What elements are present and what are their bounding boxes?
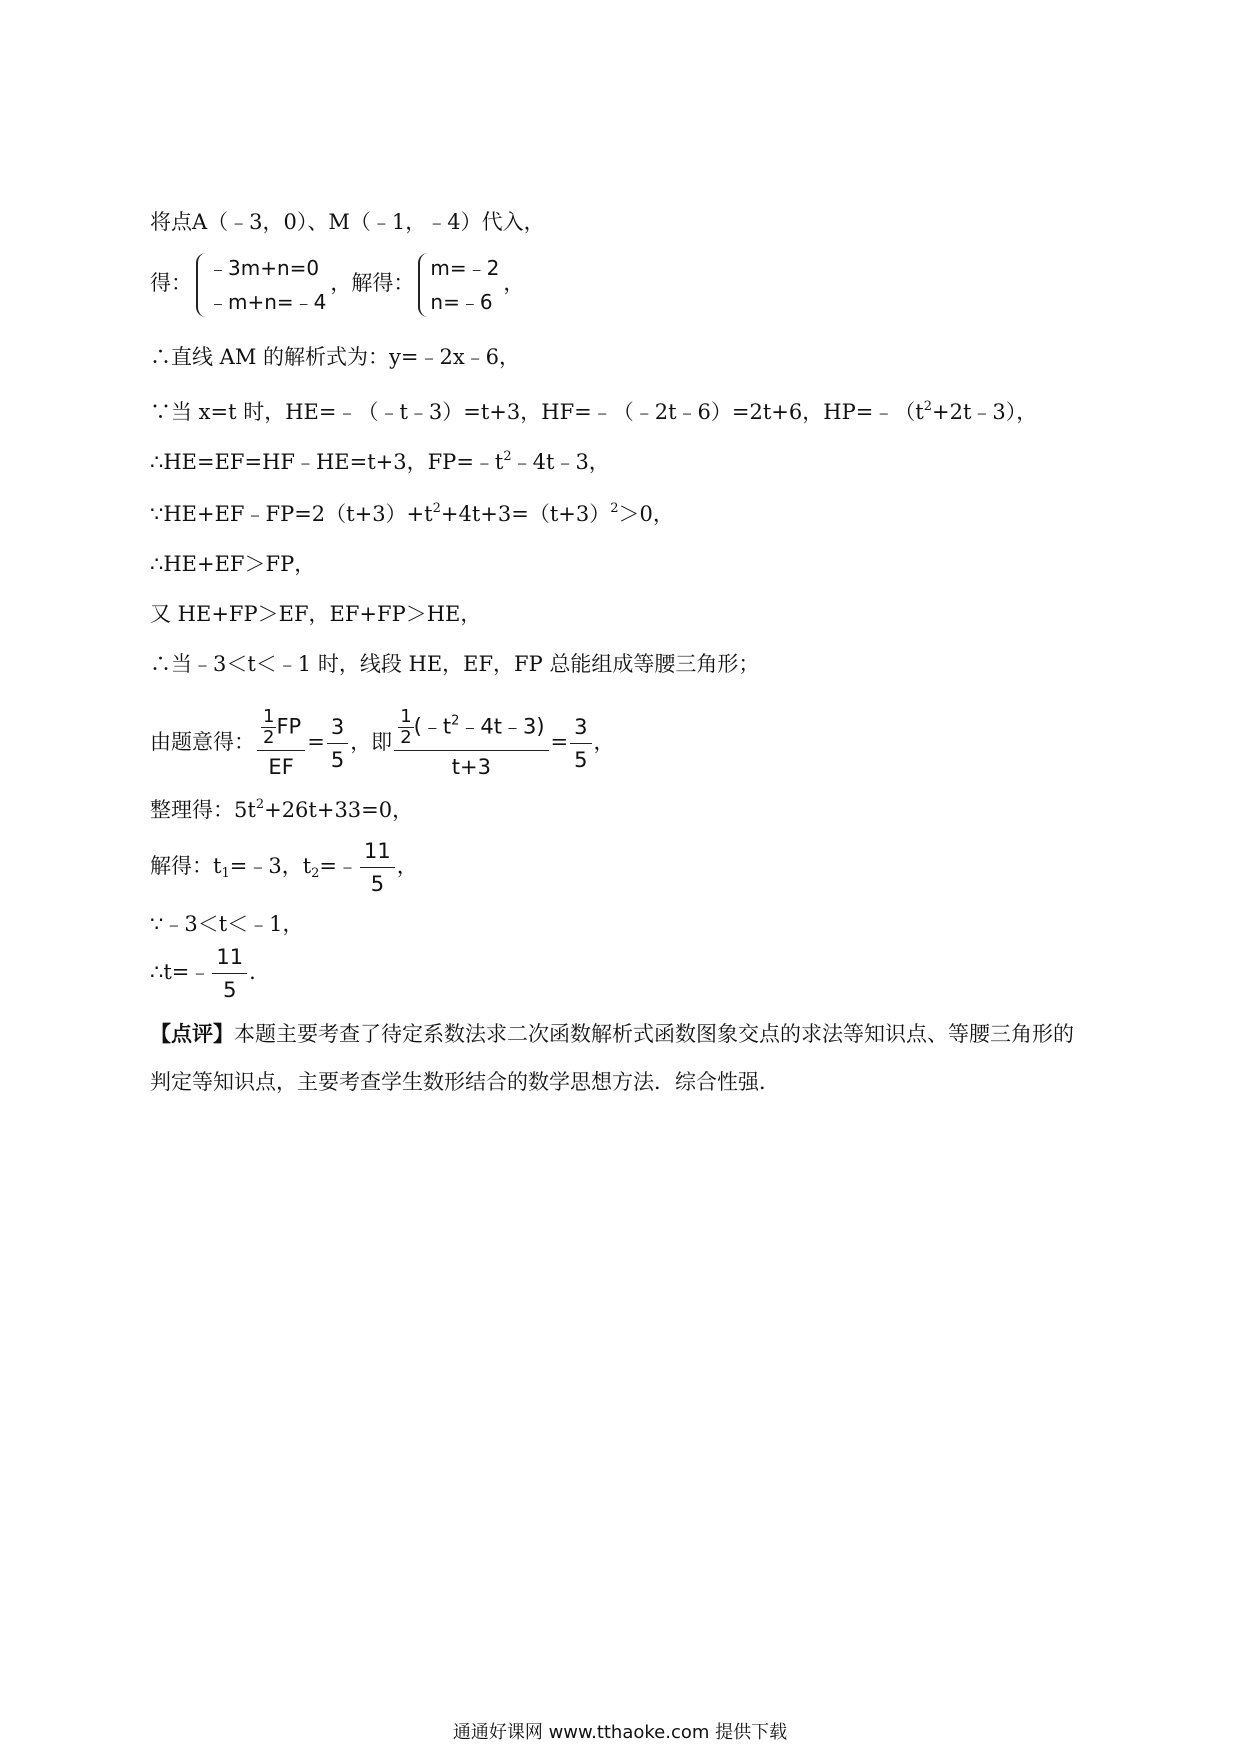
fraction-three-fifths <box>570 713 591 774</box>
text: ∴当﹣3＜t＜﹣1 时，线段 HE，EF，FP 总能组成等腰三角形； <box>150 652 760 676</box>
solution-line-13 <box>150 910 304 938</box>
denominator: 2 <box>400 726 412 748</box>
numerator: 1 <box>263 705 275 727</box>
solution-line-8 <box>150 600 481 628</box>
solution-line-9 <box>150 650 759 678</box>
page-footer: 通通好课网 www.tthaoke.com 提供下载 <box>452 1722 788 1743</box>
solution-line-14 <box>150 942 256 1004</box>
text: +26t+33=0， <box>264 798 414 822</box>
superscript: 2 <box>610 501 619 516</box>
text: ∴直线 AM 的解析式为：y=﹣2x﹣6， <box>150 345 521 369</box>
text: ∴HE=EF=HF﹣HE=t+3，FP=﹣t <box>150 450 504 474</box>
text: ∴t=﹣ <box>150 960 211 984</box>
denominator: 5 <box>223 978 237 1002</box>
solution-line-6 <box>150 500 674 528</box>
text: 又 HE+FP＞EF，EF+FP＞HE， <box>150 602 482 626</box>
text: ＞0， <box>618 502 674 526</box>
numerator: 11 <box>360 837 395 868</box>
solution-line-5 <box>150 448 610 476</box>
fraction-eleven-fifths <box>212 943 247 1004</box>
text: ， <box>396 854 418 878</box>
fraction-half <box>261 707 276 748</box>
text: ∵当 x=t 时，HE=﹣（﹣t﹣3）=t+3，HF=﹣（﹣2t﹣6）=2t+6，HP=﹣（t <box>150 400 924 424</box>
text: ，即 <box>350 730 393 754</box>
subscript: 2 <box>311 866 320 881</box>
superscript: 2 <box>923 399 933 414</box>
review-label: 【点评】 <box>150 1021 234 1046</box>
fraction-half <box>398 707 413 748</box>
text: =﹣3，t <box>229 854 312 878</box>
numerator: 3 <box>327 713 348 744</box>
text: 将点A（﹣3，0）、M（﹣1，﹣4）代入， <box>150 210 545 234</box>
text: ，解得： <box>330 271 415 295</box>
review-text: 本题主要考查了待定系数法求二次函数解析式函数图象交点的求法等知识点、等腰三角形的判定等知识点，主要考查学生数形结合的数学思想方法．综合性强． <box>150 1022 1074 1094</box>
text: FP <box>276 714 302 738</box>
solution-line-11 <box>150 796 413 824</box>
solution-line-3 <box>150 343 520 371</box>
text: ∵﹣3＜t＜﹣1， <box>150 912 304 936</box>
text: ﹣4t﹣3) <box>459 714 545 738</box>
solution-line-4 <box>150 398 1037 426</box>
subscript: 1 <box>221 866 230 881</box>
text: = <box>307 730 325 754</box>
text: +4t+3=（t+3） <box>440 502 611 526</box>
text: =﹣ <box>319 854 359 878</box>
fraction-expression <box>394 707 548 781</box>
fraction-three-fifths <box>327 713 348 774</box>
text: ， <box>503 271 525 295</box>
numerator: 11 <box>212 943 247 974</box>
text: ﹣4t﹣3， <box>511 450 610 474</box>
fraction-half-fp-over-ef <box>257 707 305 781</box>
solution-line-7 <box>150 550 315 578</box>
text: (﹣t <box>413 714 452 738</box>
text: 得： <box>150 271 192 295</box>
equation-row: n=﹣6 <box>430 289 493 314</box>
text: 由题意得： <box>150 730 255 754</box>
denominator: 5 <box>574 748 588 772</box>
text: 解得：t <box>150 854 222 878</box>
equation-row: ﹣m+n=﹣4 <box>208 289 327 314</box>
denominator: t+3 <box>451 754 491 779</box>
solution-line-10 <box>150 700 615 784</box>
text: ∴HE+EF＞FP， <box>150 552 316 576</box>
numerator: 3 <box>570 713 591 744</box>
denominator: 5 <box>370 872 385 896</box>
solution-line-2 <box>150 248 524 319</box>
fraction-eleven-fifths <box>360 837 395 898</box>
text: ∵HE+EF﹣FP=2（t+3）+t <box>150 502 433 526</box>
denominator: 5 <box>330 748 345 772</box>
superscript: 2 <box>451 713 460 728</box>
text: +2t﹣3）， <box>932 400 1038 424</box>
solution-line-12 <box>150 836 418 898</box>
equation-system-2 <box>418 251 499 319</box>
superscript: 2 <box>503 449 512 464</box>
denominator: 2 <box>263 726 275 748</box>
text: . <box>249 960 256 984</box>
review-paragraph <box>150 1010 1090 1106</box>
equation-row: m=﹣2 <box>430 255 500 280</box>
denominator: EF <box>268 754 294 779</box>
superscript: 2 <box>255 797 265 812</box>
equation-row: ﹣3m+n=0 <box>208 255 320 280</box>
equation-system-1 <box>196 251 326 319</box>
text: 整理得：5t <box>150 798 256 822</box>
text: ， <box>593 730 615 754</box>
numerator: 1 <box>400 705 412 727</box>
text: = <box>550 730 569 754</box>
solution-line-1 <box>150 208 545 236</box>
superscript: 2 <box>432 501 441 516</box>
